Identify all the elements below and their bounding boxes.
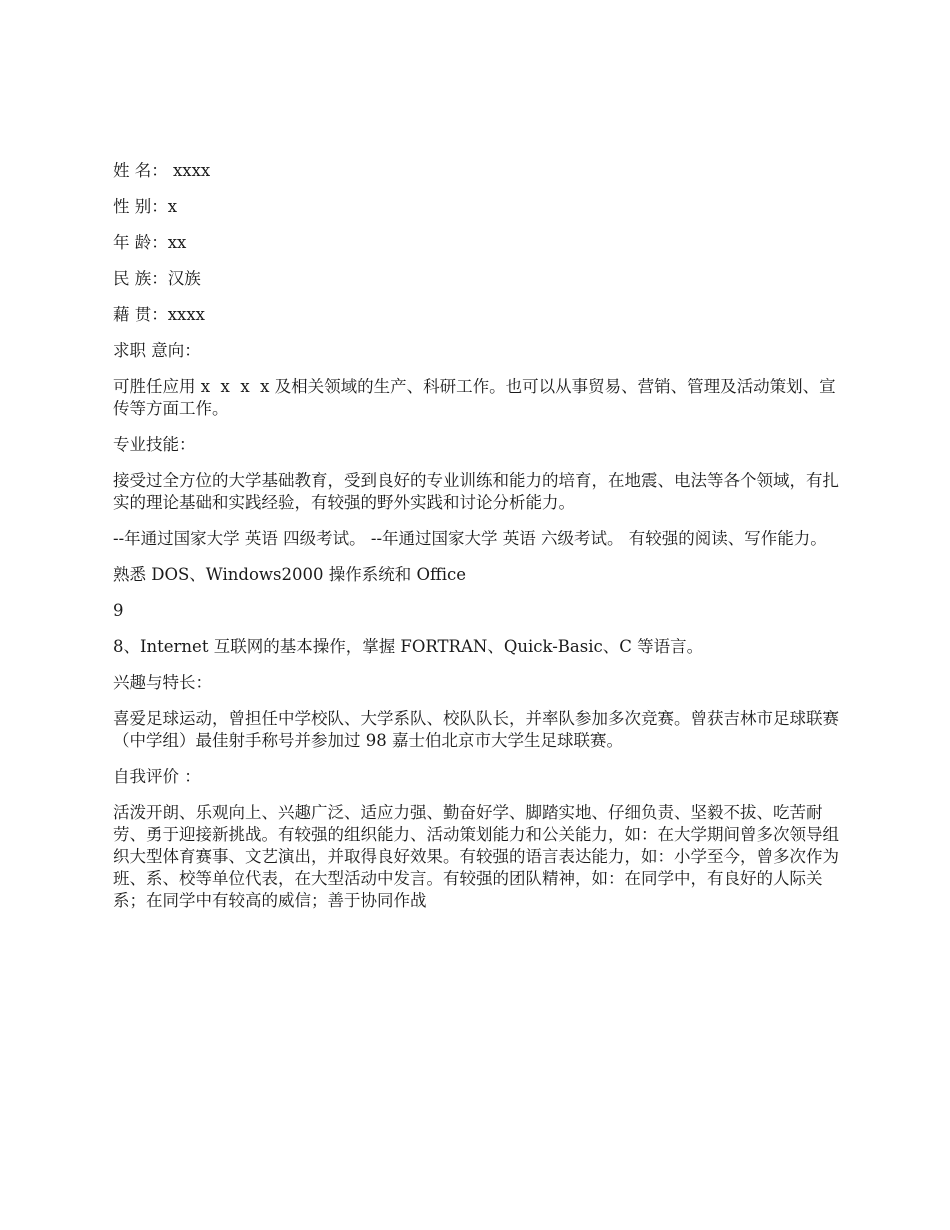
- hobbies-text: 喜爱足球运动，曾担任中学校队、大学系队、校队队长，并率队参加多次竞赛。曾获吉林市足球联赛（中学组）最佳射手称号并参加过 98 嘉士伯北京市大学生足球联赛。: [113, 709, 839, 750]
- name-line: 姓 名： xxxx: [113, 161, 211, 180]
- resume-document: [113, 160, 843, 926]
- computer-text-1: 熟悉 DOS、Windows2000 操作系统和 Office: [113, 565, 466, 584]
- self-eval-text: 活泼开朗、乐观向上、兴趣广泛、适应力强、勤奋好学、脚踏实地、仔细负责、坚毅不拔、吃苦耐劳、勇于迎接新挑战。有较强的组织能力、活动策划能力和公关能力，如：在大学期间曾多次领导组织大型体育赛事、文艺演出，并取得良好效果。有较强的语言表达能力，如：小学至今，曾多次作为班、系、校等单位代表，在大型活动中发言。有较强的团队精神，如：在同学中，有良好的人际关系；在同学中有较高的威信；善于协同作战: [113, 803, 839, 910]
- hobbies-heading: 兴趣与特长：: [113, 673, 212, 692]
- computer-text-3: 8、Internet 互联网的基本操作，掌握 FORTRAN、Quick-Basic、C 等语言。: [113, 637, 704, 656]
- objective-heading: 求职 意向：: [113, 341, 201, 360]
- gender-line: 性 别：x: [113, 197, 178, 216]
- computer-text-2: 9: [113, 601, 124, 620]
- age-line: 年 龄：xx: [113, 233, 187, 252]
- objective-text: 可胜任应用 x x x x 及相关领域的生产、科研工作。也可以从事贸易、营销、管理及活动策划、宣传等方面工作。: [113, 377, 836, 418]
- skills-heading: 专业技能：: [113, 435, 196, 454]
- english-text: --年通过国家大学 英语 四级考试。 --年通过国家大学 英语 六级考试。 有较强的阅读、写作能力。: [113, 529, 827, 548]
- skills-text: 接受过全方位的大学基础教育，受到良好的专业训练和能力的培育，在地震、电法等各个领域，有扎实的理论基础和实践经验，有较强的野外实践和讨论分析能力。: [113, 471, 839, 512]
- self-eval-heading: 自我评价 ：: [113, 767, 201, 786]
- ethnicity-line: 民 族：汉族: [113, 269, 201, 288]
- native-place-line: 藉 贯：xxxx: [113, 305, 205, 324]
